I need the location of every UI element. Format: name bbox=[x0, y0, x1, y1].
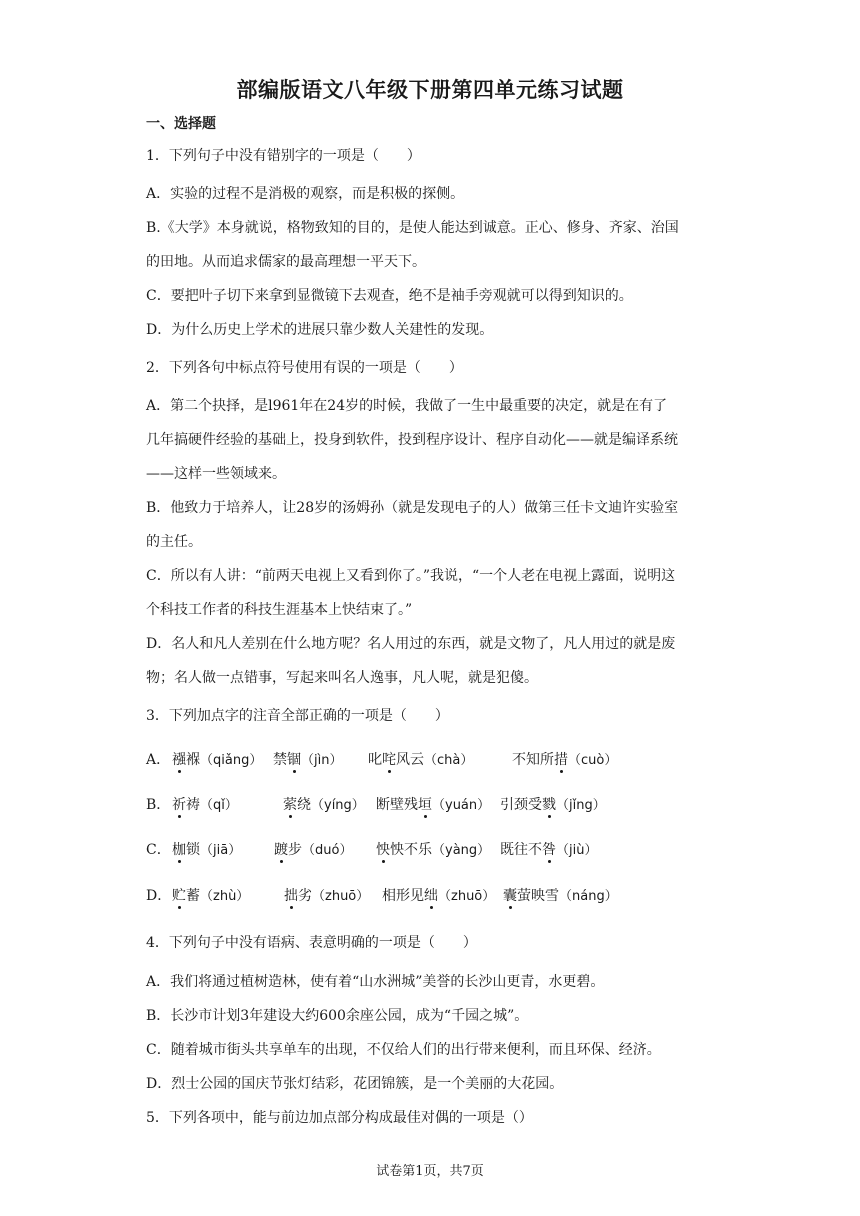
word-1: 贮蓄（zhù） bbox=[172, 888, 250, 904]
question-2-option-d-line1: D．名人和凡人差别在什么地方呢？名人用过的东西，就是文物了，凡人用过的就是废 bbox=[146, 636, 676, 652]
word-2: 禁锢（jìn） bbox=[273, 752, 343, 768]
question-3-stem: 3．下列加点字的注音全部正确的一项是（ ） bbox=[146, 708, 449, 724]
question-1-stem: 1．下列句子中没有错别字的一项是（ ） bbox=[146, 148, 421, 164]
word-1: 祈祷（qǐ） bbox=[172, 797, 238, 813]
question-4-option-c: C．随着城市街头共享单车的出现，不仅给人们的出行带来便利，而且环保、经济。 bbox=[146, 1042, 661, 1058]
question-4-option-a: A．我们将通过植树造林，使有着“山水洲城”美誉的长沙山更青，水更碧。 bbox=[146, 974, 605, 990]
word-1: 襁褓（qiǎng） bbox=[172, 752, 263, 768]
question-2-option-a-line2: 几年搞硬件经验的基础上，投身到软件，投到程序设计、程序自动化——就是编译系统 bbox=[146, 432, 678, 448]
question-1-option-c: C．要把叶子切下来拿到显微镜下去观查，绝不是袖手旁观就可以得到知识的。 bbox=[146, 288, 633, 304]
question-1-option-b-line2: 的田地。从而追求儒家的最高理想一平天下。 bbox=[146, 254, 426, 270]
question-2-option-a-line3: ——这样一些领域来。 bbox=[146, 466, 286, 482]
page-title: 部编版语文八年级下册第四单元练习试题 bbox=[236, 78, 624, 102]
word-3: 断壁残垣（yuán） bbox=[376, 797, 491, 813]
word-2: 拙劣（zhuō） bbox=[284, 888, 370, 904]
question-1-option-d: D．为什么历史上学术的进展只靠少数人关建性的发现。 bbox=[146, 322, 494, 338]
question-4-stem: 4．下列句子中没有语病、表意明确的一项是（ ） bbox=[146, 935, 477, 951]
option-label: D． bbox=[146, 888, 172, 904]
word-3: 相形见绌（zhuō） bbox=[382, 888, 496, 904]
question-2-option-c-line2: 个科技工作者的科技生涯基本上快结束了。” bbox=[146, 602, 413, 618]
question-2-option-c-line1: C．所以有人讲：“前两天电视上又看到你了。”我说，“一个人老在电视上露面，说明这 bbox=[146, 568, 676, 584]
page-footer: 试卷第1页，共7页 bbox=[376, 1164, 484, 1179]
word-4: 既往不咎（jiù） bbox=[500, 842, 598, 858]
question-2-option-a-line1: A．第二个抉择，是l961年在24岁的时候，我做了一生中最重要的决定，就是在有了 bbox=[146, 398, 668, 414]
question-1-option-a: A．实验的过程不是消极的观察，而是积极的探侧。 bbox=[146, 186, 465, 202]
question-2-option-d-line2: 物；名人做一点错事，写起来叫名人逸事，凡人呢，就是犯傻。 bbox=[146, 670, 538, 686]
question-5-stem: 5．下列各项中，能与前边加点部分构成最佳对偶的一项是（） bbox=[146, 1110, 533, 1126]
option-label: B． bbox=[146, 797, 171, 813]
word-4: 囊萤映雪（náng） bbox=[503, 888, 618, 904]
option-label: C． bbox=[146, 842, 171, 858]
question-4-option-d: D．烈士公园的国庆节张灯结彩，花团锦簇，是一个美丽的大花园。 bbox=[146, 1076, 564, 1092]
word-4: 不知所措（cuò） bbox=[512, 752, 618, 768]
option-label: A． bbox=[146, 752, 171, 768]
question-2-option-b-line1: B．他致力于培养人，让28岁的汤姆孙（就是发现电子的人）做第三任卡文迪许实验室 bbox=[146, 500, 679, 516]
question-4-option-b: B．长沙市计划3年建设大约600余座公园，成为“千园之城”。 bbox=[146, 1008, 529, 1024]
question-1-option-b-line1: B.《大学》本身就说，格物致知的目的，是使人能达到诚意。正心、修身、齐家、治国 bbox=[146, 220, 679, 236]
word-3: 怏怏不乐（yàng） bbox=[376, 842, 491, 858]
word-4: 引颈受戮（jǐng） bbox=[500, 797, 606, 813]
question-2-stem: 2．下列各句中标点符号使用有误的一项是（ ） bbox=[146, 360, 463, 376]
word-1: 枷锁（jiā） bbox=[172, 842, 242, 858]
question-2-option-b-line2: 的主任。 bbox=[146, 534, 202, 550]
word-3: 叱咤风云（chà） bbox=[368, 752, 474, 768]
section-heading: 一、选择题 bbox=[146, 116, 216, 132]
word-2: 萦绕（yíng） bbox=[283, 797, 365, 813]
word-2: 踱步（duó） bbox=[274, 842, 353, 858]
